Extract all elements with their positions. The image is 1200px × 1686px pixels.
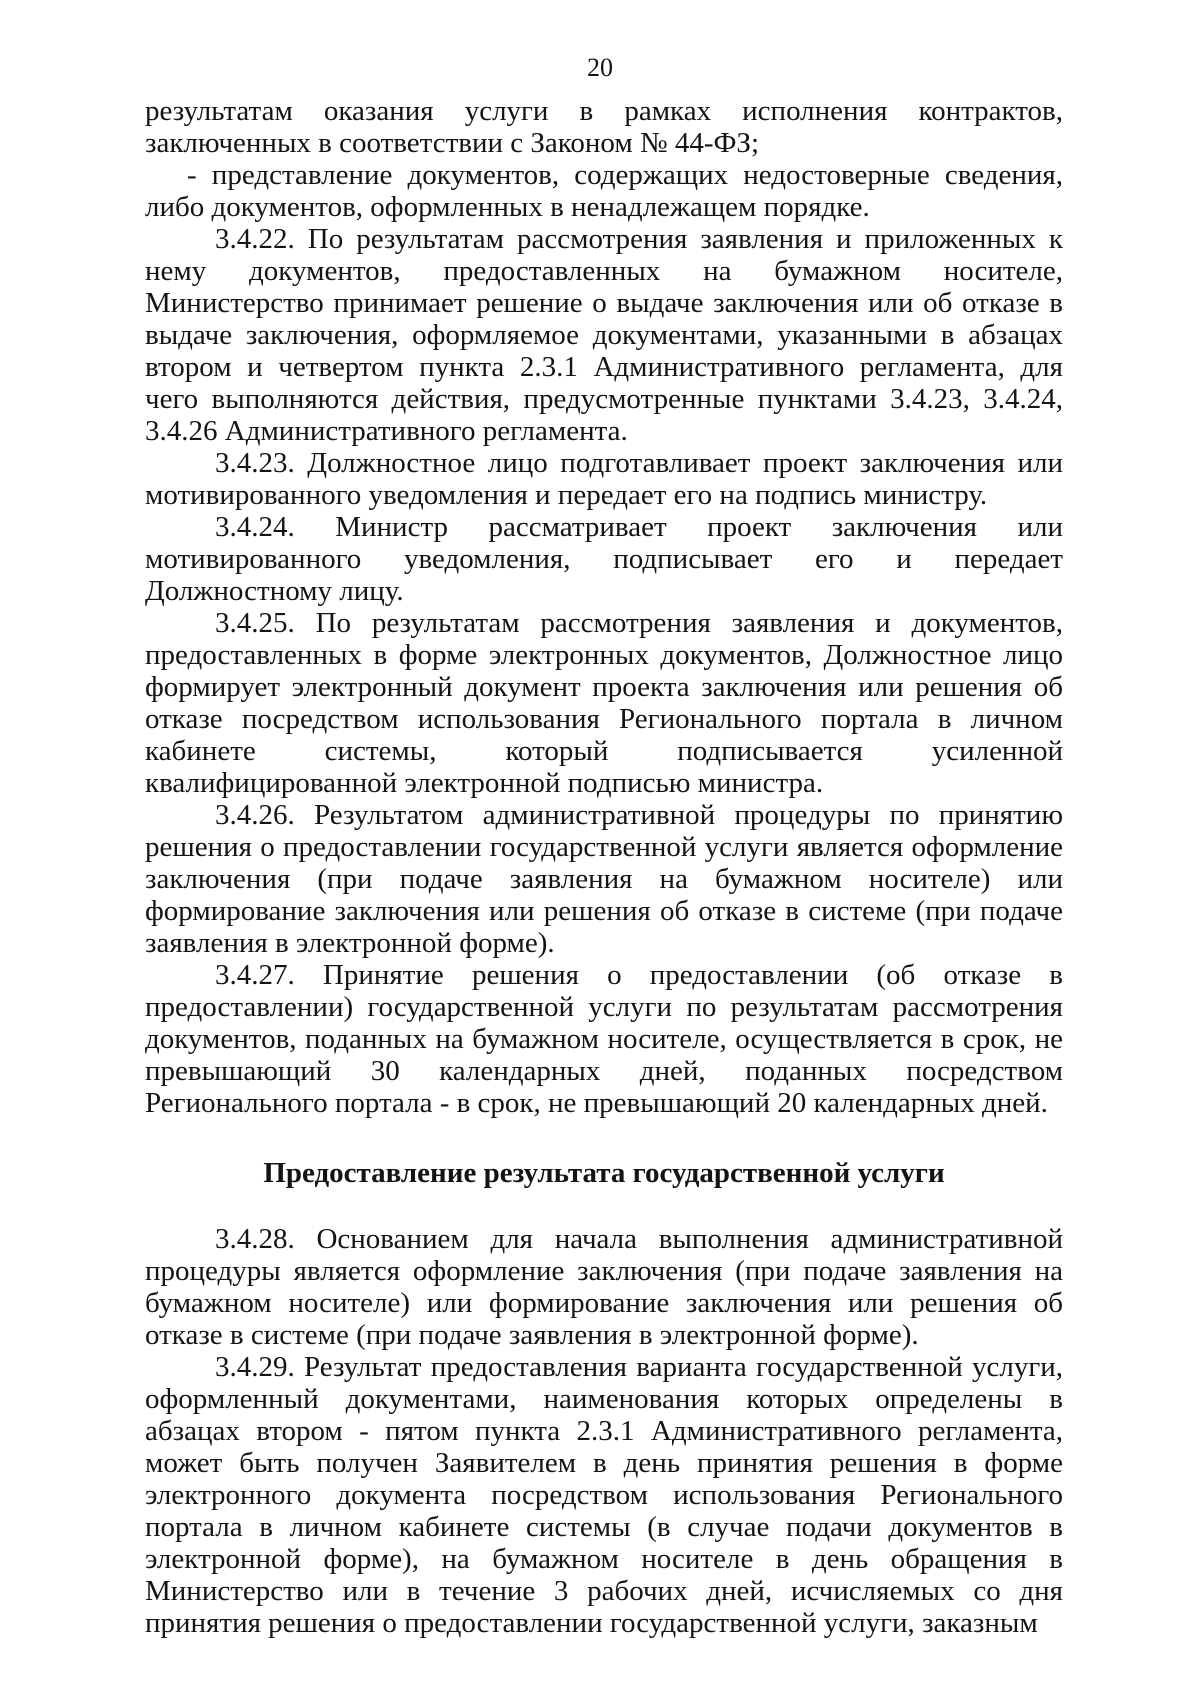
page-number: 20 bbox=[587, 53, 613, 82]
paragraph-3-4-27: 3.4.27. Принятие решения о предоставлении (об отказе в предоставлении) государственной услуги по результатам рассмотрения документов, поданных на бумажном носителе, осуществляется в срок, не превышающий 30 календарных дней, поданных посредством Регионального портала - в срок, не превышающий 20 календарных дней. bbox=[145, 959, 1063, 1119]
paragraph-3-4-28: 3.4.28. Основанием для начала выполнения административной процедуры является оформление заключения (при подаче заявления на бумажном носителе) или формирование заключения или решения об отказе в системе (при подаче заявления в электронной форме). bbox=[145, 1223, 1063, 1351]
paragraph-continuation: результатам оказания услуги в рамках исполнения контрактов, заключенных в соответствии с Законом № 44-ФЗ; bbox=[145, 95, 1063, 159]
document-body bbox=[145, 95, 1063, 1639]
paragraph-3-4-22: 3.4.22. По результатам рассмотрения заявления и приложенных к нему документов, предоставленных на бумажном носителе, Министерство принимает решение о выдаче заключения или об отказе в выдаче заключения, оформляемое документами, указанными в абзацах втором и четвертом пункта 2.3.1 Административного регламента, для чего выполняются действия, предусмотренные пунктами 3.4.23, 3.4.24, 3.4.26 Административного регламента. bbox=[145, 223, 1063, 447]
paragraph-3-4-24: 3.4.24. Министр рассматривает проект заключения или мотивированного уведомления, подписывает его и передает Должностному лицу. bbox=[145, 511, 1063, 607]
paragraph-3-4-26: 3.4.26. Результатом административной процедуры по принятию решения о предоставлении государственной услуги является оформление заключения (при подаче заявления на бумажном носителе) или формирование заключения или решения об отказе в системе (при подаче заявления в электронной форме). bbox=[145, 799, 1063, 959]
section-heading: Предоставление результата государственной услуги bbox=[263, 1157, 945, 1189]
paragraph-3-4-25: 3.4.25. По результатам рассмотрения заявления и документов, предоставленных в форме электронных документов, Должностное лицо формирует электронный документ проекта заключения или решения об отказе посредством использования Регионального портала в личном кабинете системы, который подписывается усиленной квалифицированной электронной подписью министра. bbox=[145, 607, 1063, 799]
paragraph-3-4-29: 3.4.29. Результат предоставления варианта государственной услуги, оформленный документами, наименования которых определены в абзацах втором - пятом пункта 2.3.1 Административного регламента, может быть получен Заявителем в день принятия решения в форме электронного документа посредством использования Регионального портала в личном кабинете системы (в случае подачи документов в электронной форме), на бумажном носителе в день обращения в Министерство или в течение 3 рабочих дней, исчисляемых со дня принятия решения о предоставлении государственной услуги, заказным bbox=[145, 1351, 1063, 1639]
paragraph-list-item: - представление документов, содержащих недостоверные сведения, либо документов, оформленных в ненадлежащем порядке. bbox=[145, 159, 1063, 223]
paragraph-3-4-23: 3.4.23. Должностное лицо подготавливает проект заключения или мотивированного уведомления и передает его на подпись министру. bbox=[145, 447, 1063, 511]
